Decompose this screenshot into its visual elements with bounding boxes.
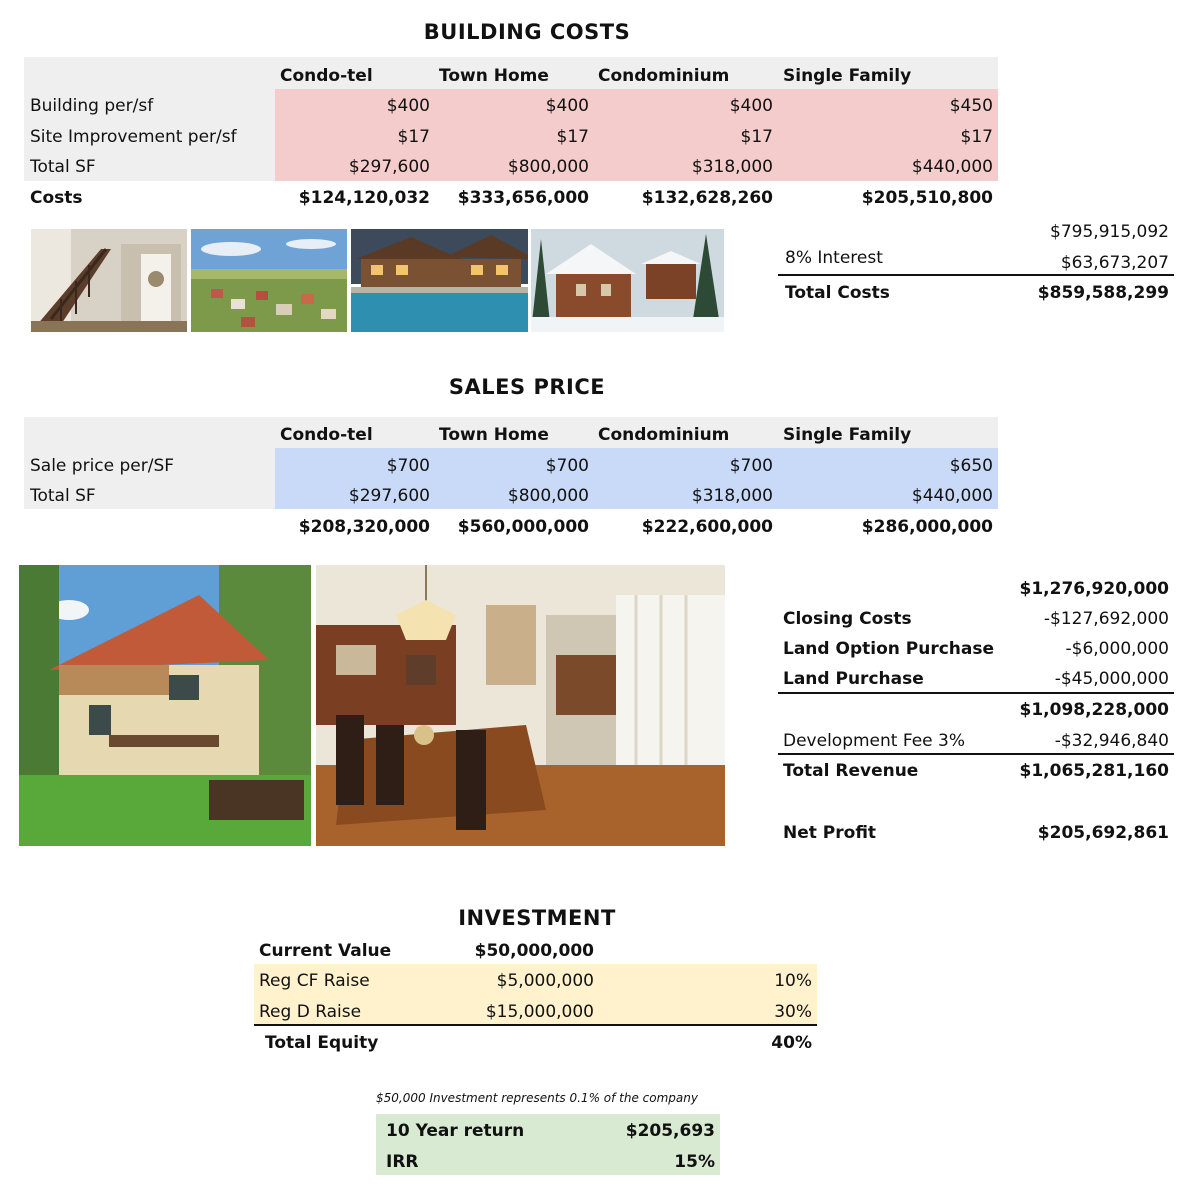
building-row-label: Building per/sf xyxy=(30,96,154,116)
raise-label: Reg CF Raise xyxy=(259,971,370,991)
costs-label: Costs xyxy=(30,188,83,208)
dining-room-photo xyxy=(316,565,725,846)
investment-note: $50,000 Investment represents 0.1% of the company xyxy=(376,1091,698,1105)
building-cell: $440,000 xyxy=(911,157,993,177)
sales-col-singlefamily: Single Family xyxy=(783,425,912,445)
divider xyxy=(254,1024,817,1026)
land-option-value: -$6,000,000 xyxy=(1065,639,1169,659)
net-profit-value: $205,692,861 xyxy=(1037,823,1169,843)
land-option-label: Land Option Purchase xyxy=(783,639,995,659)
raise-label: Reg D Raise xyxy=(259,1002,362,1022)
building-cell: $400 xyxy=(729,96,773,116)
interest-value: $63,673,207 xyxy=(1060,253,1169,273)
building-cell: $17 xyxy=(397,127,430,147)
current-value-amount: $50,000,000 xyxy=(474,941,594,961)
irr-value: 15% xyxy=(674,1152,715,1172)
investment-title: INVESTMENT xyxy=(458,906,616,930)
total-costs-value: $859,588,299 xyxy=(1037,283,1169,303)
building-row-label: Site Improvement per/sf xyxy=(30,127,237,147)
raise-percent: 30% xyxy=(774,1002,812,1022)
building-cell: $800,000 xyxy=(507,157,589,177)
current-value-label: Current Value xyxy=(259,941,392,961)
sales-cell: $700 xyxy=(545,456,589,476)
building-cell: $318,000 xyxy=(691,157,773,177)
building-cell: $450 xyxy=(949,96,993,116)
ten-year-return-label: 10 Year return xyxy=(386,1121,525,1141)
total-costs-label: Total Costs xyxy=(785,283,890,303)
development-fee-value: -$32,946,840 xyxy=(1054,731,1169,751)
divider xyxy=(778,274,1174,276)
sales-subtotal-value: $1,098,228,000 xyxy=(1019,700,1169,720)
sales-total-cell: $560,000,000 xyxy=(457,517,589,537)
costs-cell: $205,510,800 xyxy=(861,188,993,208)
costs-cell: $132,628,260 xyxy=(641,188,773,208)
sales-total-cell: $222,600,000 xyxy=(641,517,773,537)
sales-row-label: Total SF xyxy=(30,486,96,506)
lodge-pool-photo xyxy=(351,229,528,332)
gross-sales-value: $1,276,920,000 xyxy=(1019,579,1169,599)
total-equity-label: Total Equity xyxy=(265,1033,379,1053)
costs-cell: $124,120,032 xyxy=(298,188,430,208)
raise-amount: $15,000,000 xyxy=(485,1002,594,1022)
irr-label: IRR xyxy=(386,1152,419,1172)
building-col-condotel: Condo-tel xyxy=(280,66,373,86)
net-profit-label: Net Profit xyxy=(783,823,877,843)
sales-col-condominium: Condominium xyxy=(598,425,730,445)
snowy-cabin-photo xyxy=(531,229,724,332)
development-fee-label: Development Fee 3% xyxy=(783,731,965,751)
building-cell: $400 xyxy=(386,96,430,116)
divider xyxy=(778,753,1174,755)
building-subtotal: $795,915,092 xyxy=(1050,222,1169,242)
land-purchase-value: -$45,000,000 xyxy=(1054,669,1169,689)
sales-cell: $297,600 xyxy=(348,486,430,506)
sales-cell: $318,000 xyxy=(691,486,773,506)
building-cell: $400 xyxy=(545,96,589,116)
building-col-condominium: Condominium xyxy=(598,66,730,86)
sales-price-title: SALES PRICE xyxy=(448,375,606,399)
building-cell: $297,600 xyxy=(348,157,430,177)
sales-cell: $700 xyxy=(386,456,430,476)
building-costs-title: BUILDING COSTS xyxy=(423,20,631,44)
total-revenue-label: Total Revenue xyxy=(783,761,919,781)
sales-cell: $440,000 xyxy=(911,486,993,506)
total-equity-percent: 40% xyxy=(771,1033,812,1053)
raise-amount: $5,000,000 xyxy=(496,971,594,991)
sales-cell: $800,000 xyxy=(507,486,589,506)
building-row-label: Total SF xyxy=(30,157,96,177)
sales-cell: $700 xyxy=(729,456,773,476)
interest-label: 8% Interest xyxy=(785,248,883,268)
sales-col-townhome: Town Home xyxy=(439,425,549,445)
building-col-singlefamily: Single Family xyxy=(783,66,912,86)
closing-costs-value: -$127,692,000 xyxy=(1043,609,1169,629)
interior-staircase-photo xyxy=(31,229,187,332)
closing-costs-label: Closing Costs xyxy=(783,609,912,629)
building-cell: $17 xyxy=(960,127,993,147)
costs-cell: $333,656,000 xyxy=(457,188,589,208)
building-cell: $17 xyxy=(556,127,589,147)
divider xyxy=(778,692,1174,694)
sales-col-condotel: Condo-tel xyxy=(280,425,373,445)
land-purchase-label: Land Purchase xyxy=(783,669,924,689)
sales-total-cell: $208,320,000 xyxy=(298,517,430,537)
building-col-townhome: Town Home xyxy=(439,66,549,86)
sales-total-cell: $286,000,000 xyxy=(861,517,993,537)
house-exterior-photo xyxy=(19,565,311,846)
ten-year-return-value: $205,693 xyxy=(625,1121,715,1141)
total-revenue-value: $1,065,281,160 xyxy=(1019,761,1169,781)
village-aerial-photo xyxy=(191,229,347,332)
raise-percent: 10% xyxy=(774,971,812,991)
building-cell: $17 xyxy=(740,127,773,147)
sales-cell: $650 xyxy=(949,456,993,476)
sales-row-label: Sale price per/SF xyxy=(30,456,175,476)
